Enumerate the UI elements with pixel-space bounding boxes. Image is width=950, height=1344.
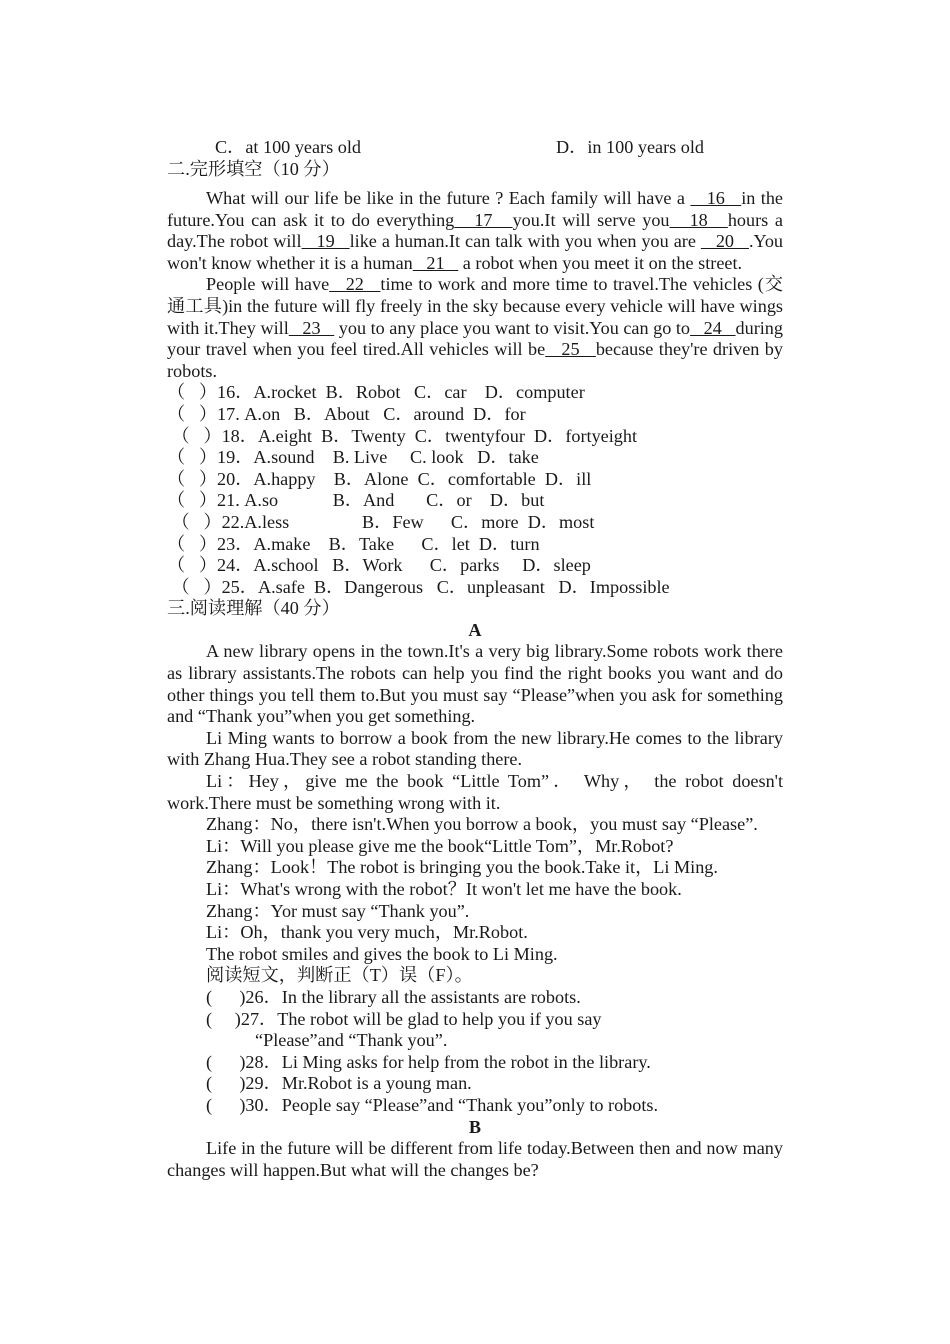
tf-instruction: 阅读短文，判断正（T）误（F）。 xyxy=(206,965,473,986)
cloze-text: you.It will serve you xyxy=(512,209,670,230)
cloze-text: What will our life be like in the future ? Each family will have a xyxy=(206,188,691,208)
blank-25: 25 xyxy=(545,339,596,360)
question-24: （ ）24．A.school B．Work C．parks D．sleep xyxy=(167,555,591,576)
cloze-text: hours a day.The robot will xyxy=(167,209,784,252)
cloze-paragraph-1 xyxy=(167,188,783,274)
cloze-text: a robot when you meet it on the street. xyxy=(458,252,743,273)
cloze-text: during your travel when you feel tired.All vehicles will be xyxy=(167,317,783,360)
cloze-text: like a human.It can talk with you when you are xyxy=(349,231,701,252)
question-29: ( )29．Mr.Robot is a young man. xyxy=(206,1073,472,1094)
section3-heading: 三.阅读理解（40 分） xyxy=(167,598,340,619)
dialog-line-li-1: Li：Hey，give me the book “Little Tom”． Why， the robot doesn't work.There must be something wrong with it. xyxy=(167,771,783,813)
question-21: （ ）21. A.so B．And C．or D．but xyxy=(167,490,545,511)
cloze-text: time to work and more time to travel.The vehicles (交通工具)in the future will fly freely in the sky because every vehicle will have wings with it.They will xyxy=(167,274,783,338)
blank-22: 22 xyxy=(329,274,381,295)
dialog-line: Li：Oh，thank you very much，Mr.Robot. xyxy=(206,922,528,943)
blank-20: 20 xyxy=(700,231,749,252)
blank-23: 23 xyxy=(288,317,335,338)
passage-a-paragraph-1: A new library opens in the town.It's a very big library.Some robots work there as library assistants.The robots can help you find the right books you want and do other things you tell them to.But you must say “Please”when you ask for something and “Thank you”when you get something. xyxy=(167,641,783,727)
question-28: ( )28．Li Ming asks for help from the robot in the library. xyxy=(206,1051,651,1072)
blank-24: 24 xyxy=(690,317,736,338)
blank-21: 21 xyxy=(412,252,459,273)
cloze-text: you to any place you want to visit.You can go to xyxy=(334,317,691,338)
section2-heading: 二.完形填空（10 分） xyxy=(167,159,340,179)
dialog-line: Zhang：Yor must say “Thank you”. xyxy=(206,900,470,921)
cloze-text: People will have xyxy=(206,274,330,295)
dialog-line: Zhang：No，there isn't.When you borrow a book，you must say “Please”. xyxy=(206,814,758,835)
document-page xyxy=(167,137,783,1181)
question-27-continued: “Please”and “Thank you”. xyxy=(255,1030,448,1051)
question-20: （ ）20．A.happy B．Alone C．comfortable D．ill xyxy=(167,468,592,489)
option-c: C．at 100 years old xyxy=(215,137,361,157)
dialog-line: Li：What's wrong with the robot？It won't let me have the book. xyxy=(206,879,682,899)
question-25: （ ）25．A.safe B．Dangerous C．unpleasant D．Impossible xyxy=(167,576,670,597)
dialog-line: Li：Will you please give me the book“Little Tom”，Mr.Robot? xyxy=(206,835,674,856)
cloze-paragraph-2 xyxy=(167,274,783,382)
question-16: （ ）16．A.rocket B．Robot C．car D．computer xyxy=(167,382,585,403)
passage-a-paragraph-2: Li Ming wants to borrow a book from the new library.He comes to the library with Zhang Hua.They see a robot standing there. xyxy=(167,727,783,770)
options-row-top xyxy=(167,137,783,159)
question-23: （ ）23．A.make B．Take C．let D．turn xyxy=(167,533,540,554)
question-27: ( )27．The robot will be glad to help you if you say xyxy=(206,1008,602,1029)
blank-16: 16 xyxy=(690,188,742,208)
question-22: （ ）22.A.less B．Few C．more D．most xyxy=(167,511,595,532)
question-26: ( )26．In the library all the assistants are robots. xyxy=(206,986,581,1007)
passage-b-paragraph-1: Life in the future will be different from life today.Between then and now many changes will happen.But what will the changes be? xyxy=(167,1138,783,1180)
part-a-title: A xyxy=(468,619,482,640)
dialog-line: Zhang：Look！The robot is bringing you the book.Take it，Li Ming. xyxy=(206,857,718,878)
cloze-text: in the future.You can ask it to do everything xyxy=(167,188,783,230)
dialog-line: The robot smiles and gives the book to Li Ming. xyxy=(206,943,558,964)
option-d: D．in 100 years old xyxy=(556,137,705,157)
question-19: （ ）19．A.sound B. Live C. look D．take xyxy=(167,447,539,468)
cloze-text: .You won't know whether it is a human xyxy=(167,231,784,273)
cloze-text: because they're driven by robots. xyxy=(167,339,783,381)
blank-18: 18 xyxy=(669,209,728,230)
question-17: （ ）17. A.on B．About C．around D．for xyxy=(167,403,526,424)
question-18: （ ）18．A.eight B．Twenty C．twentyfour D．fortyeight xyxy=(167,425,638,446)
question-30: ( )30．People say “Please”and “Thank you”only to robots. xyxy=(206,1094,659,1115)
blank-19: 19 xyxy=(301,231,350,252)
blank-17: 17 xyxy=(454,209,513,230)
part-b-title: B xyxy=(468,1116,482,1137)
